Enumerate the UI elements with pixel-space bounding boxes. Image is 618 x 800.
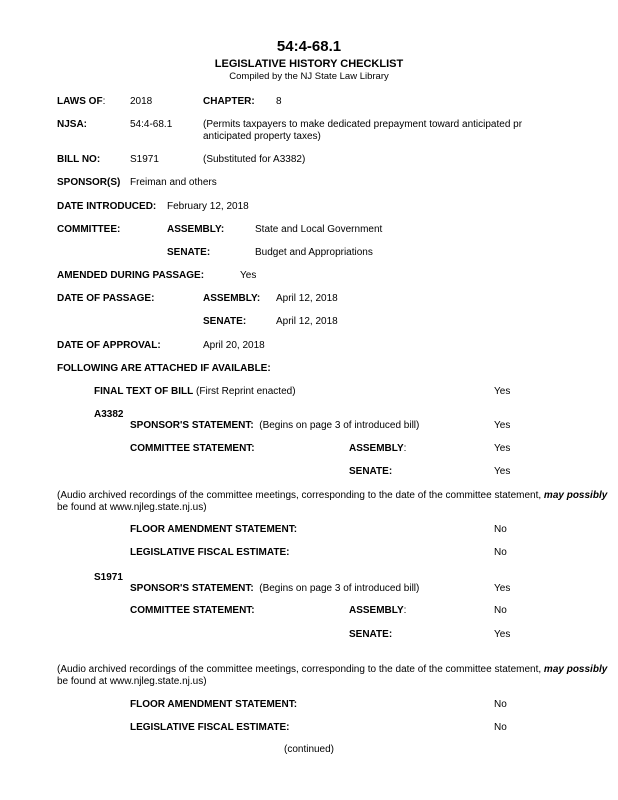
- final-text-value: Yes: [494, 386, 511, 397]
- s1971-fiscal-estimate-label: LEGISLATIVE FISCAL ESTIMATE:: [130, 722, 290, 733]
- s1971-sponsor-statement-label: SPONSOR'S STATEMENT:: [130, 583, 254, 594]
- committee-label: COMMITTEE:: [57, 224, 121, 235]
- bill-a3382-label: A3382: [94, 409, 124, 420]
- a3382-assembly-colon: :: [403, 443, 407, 454]
- s1971-audio-note-text: (Audio archived recordings of the committee meetings, corresponding to the date of the committee statement,: [57, 664, 542, 675]
- committee-assembly-label: ASSEMBLY:: [167, 224, 225, 235]
- a3382-audio-note-emphasis: may possibly: [543, 490, 608, 501]
- a3382-fiscal-estimate-value: No: [494, 547, 507, 558]
- final-text-row: [94, 386, 296, 398]
- passage-assembly-value: April 12, 2018: [276, 293, 338, 304]
- final-text-label: FINAL TEXT OF BILL: [94, 386, 194, 397]
- committee-senate-label: SENATE:: [167, 247, 211, 258]
- a3382-floor-amendment-label: FLOOR AMENDMENT STATEMENT:: [130, 524, 298, 535]
- a3382-senate-value: Yes: [494, 466, 511, 477]
- checklist-title: LEGISLATIVE HISTORY CHECKLIST: [214, 58, 404, 70]
- attached-heading: FOLLOWING ARE ATTACHED IF AVAILABLE:: [57, 363, 271, 374]
- document-number: 54:4-68.1: [276, 38, 342, 55]
- date-approval-value: April 20, 2018: [203, 340, 265, 351]
- s1971-senate-value: Yes: [494, 629, 511, 640]
- passage-assembly-label: ASSEMBLY:: [203, 293, 261, 304]
- s1971-assembly-value: No: [494, 605, 507, 616]
- date-introduced-value: February 12, 2018: [167, 201, 249, 212]
- a3382-floor-amendment-value: No: [494, 524, 507, 535]
- s1971-committee-statement-label: COMMITTEE STATEMENT:: [130, 605, 255, 616]
- committee-assembly-value: State and Local Government: [255, 224, 383, 235]
- passage-senate-value: April 12, 2018: [276, 316, 338, 327]
- a3382-senate-label: SENATE:: [349, 466, 393, 477]
- s1971-sponsor-statement-note: (Begins on page 3 of introduced bill): [259, 583, 420, 594]
- amended-value: Yes: [240, 270, 257, 281]
- s1971-assembly-label: [349, 605, 406, 617]
- njsa-label: NJSA:: [57, 119, 88, 130]
- sponsors-label: SPONSOR(S): [57, 177, 121, 188]
- continued-note: (continued): [283, 744, 335, 755]
- a3382-assembly-label: [349, 443, 406, 455]
- date-approval-label: DATE OF APPROVAL:: [57, 340, 161, 351]
- laws-of-value: 2018: [130, 96, 153, 107]
- a3382-sponsor-statement-label: SPONSOR'S STATEMENT:: [130, 420, 254, 431]
- bill-no-label: BILL NO:: [57, 154, 101, 165]
- a3382-sponsor-statement-note: (Begins on page 3 of introduced bill): [259, 420, 420, 431]
- bill-no-value: S1971: [130, 154, 159, 165]
- njsa-description-line1: (Permits taxpayers to make dedicated prepayment toward anticipated pr: [203, 119, 523, 130]
- amended-label: AMENDED DURING PASSAGE:: [57, 270, 205, 281]
- laws-of-label: [57, 96, 105, 108]
- njsa-description-line2: anticipated property taxes): [203, 131, 321, 142]
- a3382-fiscal-estimate-label: LEGISLATIVE FISCAL ESTIMATE:: [130, 547, 290, 558]
- compiled-by: Compiled by the NJ State Law Library: [229, 71, 389, 82]
- s1971-sponsor-statement-value: Yes: [494, 583, 511, 594]
- s1971-floor-amendment-label: FLOOR AMENDMENT STATEMENT:: [130, 699, 298, 710]
- s1971-audio-note-emphasis: may possibly: [543, 664, 608, 675]
- a3382-audio-note-text: (Audio archived recordings of the committee meetings, corresponding to the date of the committee statement,: [57, 490, 542, 501]
- passage-senate-label: SENATE:: [203, 316, 247, 327]
- sponsors-value: Freiman and others: [130, 177, 217, 188]
- s1971-assembly-label-text: ASSEMBLY: [349, 605, 404, 616]
- s1971-sponsor-statement-row: [130, 583, 419, 595]
- s1971-fiscal-estimate-value: No: [494, 722, 507, 733]
- a3382-assembly-label-text: ASSEMBLY: [349, 443, 404, 454]
- date-introduced-label: DATE INTRODUCED:: [57, 201, 157, 212]
- a3382-sponsor-statement-row: [130, 420, 419, 432]
- chapter-value: 8: [276, 96, 282, 107]
- date-passage-label: DATE OF PASSAGE:: [57, 293, 155, 304]
- s1971-assembly-colon: :: [403, 605, 407, 616]
- bill-no-note: (Substituted for A3382): [203, 154, 306, 165]
- a3382-sponsor-statement-value: Yes: [494, 420, 511, 431]
- chapter-label: CHAPTER:: [203, 96, 255, 107]
- a3382-audio-note-line1: [57, 490, 607, 502]
- s1971-audio-note-line2: be found at www.njleg.state.nj.us): [57, 676, 207, 687]
- a3382-audio-note-line2: be found at www.njleg.state.nj.us): [57, 502, 207, 513]
- bill-s1971-label: S1971: [94, 572, 123, 583]
- s1971-senate-label: SENATE:: [349, 629, 393, 640]
- s1971-floor-amendment-value: No: [494, 699, 507, 710]
- njsa-value: 54:4-68.1: [130, 119, 173, 130]
- a3382-committee-statement-label: COMMITTEE STATEMENT:: [130, 443, 255, 454]
- s1971-audio-note-line1: [57, 664, 607, 676]
- laws-of-label-text: LAWS OF: [57, 96, 103, 107]
- laws-of-colon: :: [102, 96, 106, 107]
- a3382-assembly-value: Yes: [494, 443, 511, 454]
- committee-senate-value: Budget and Appropriations: [255, 247, 373, 258]
- final-text-note: (First Reprint enacted): [196, 386, 296, 397]
